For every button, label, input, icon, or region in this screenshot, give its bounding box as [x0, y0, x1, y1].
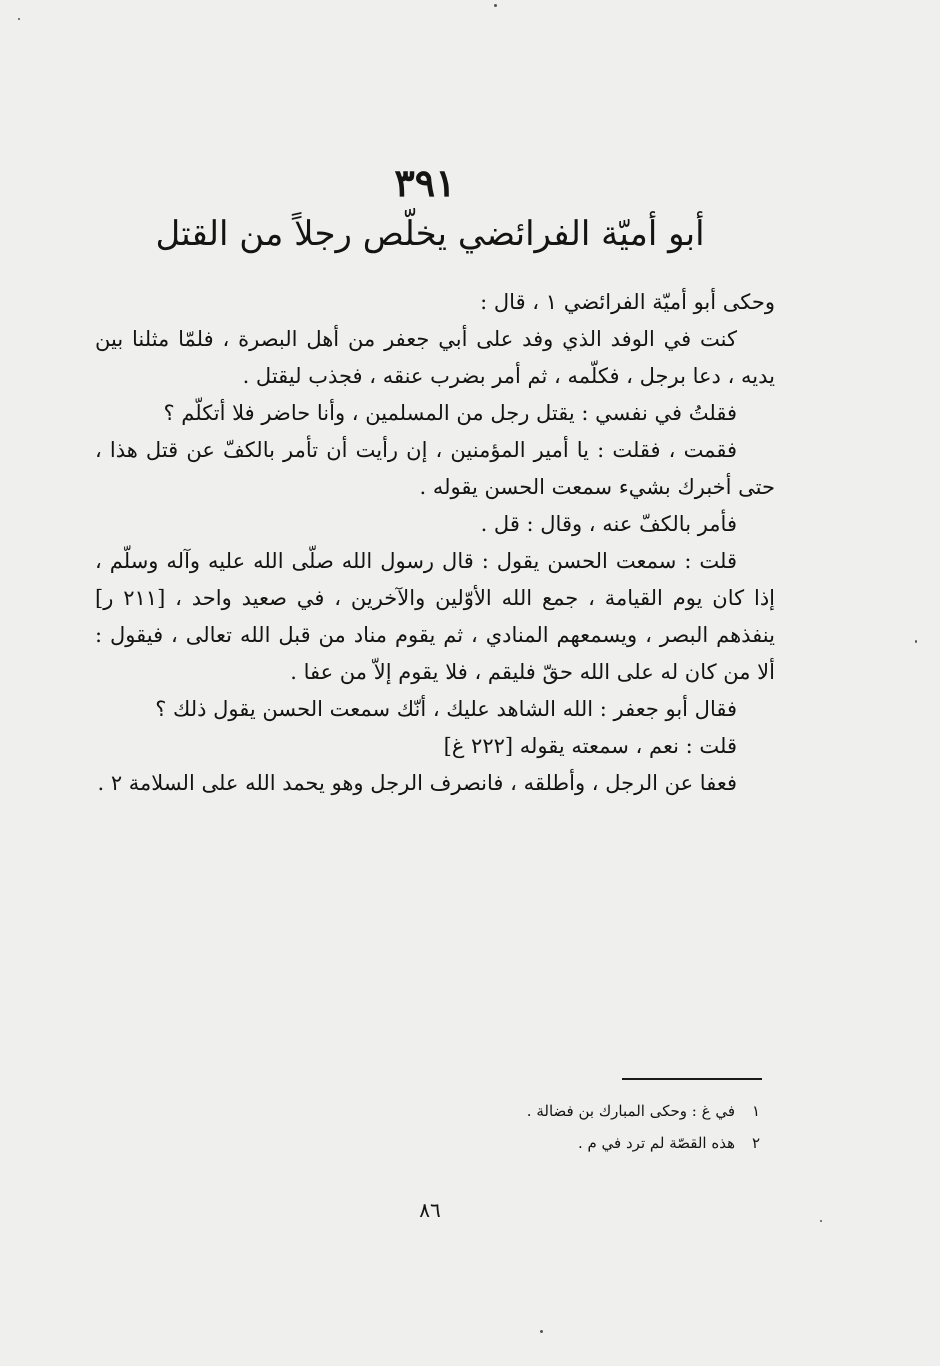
paragraph: فقلتُ في نفسي : يقتل رجل من المسلمين ، وأنا حاضر فلا أتكلّم ؟: [163, 401, 737, 425]
footnote-item: [380, 1127, 765, 1159]
story-title: أبو أميّة الفرائضي يخلّص رجلاً من القتل: [155, 214, 705, 254]
footnote-divider: [622, 1078, 762, 1080]
paragraph: قلت : نعم ، سمعته يقوله [٢٢٢ غ]: [443, 734, 737, 758]
paragraph: فقال أبو جعفر : الله الشاهد عليك ، أنّك سمعت الحسن يقول ذلك ؟: [155, 697, 737, 721]
paragraph: فقمت ، فقلت : يا أمير المؤمنين ، إن رأيت أن تأمر بالكفّ عن قتل هذا ، حتى أخبرك بشيء سمعت الحسن يقوله .: [95, 438, 775, 499]
scan-speck: [494, 4, 497, 7]
footnotes: [380, 1095, 765, 1159]
paragraph-intro: وحكى أبو أميّة الفرائضي ١ ، قال :: [480, 290, 775, 314]
paragraph: فعفا عن الرجل ، وأطلقه ، فانصرف الرجل وهو يحمد الله على السلامة ٢ .: [97, 771, 737, 795]
scan-speck: [540, 1330, 543, 1333]
story-body: [95, 284, 775, 802]
footnote-text: هذه القصّة لم ترد في م .: [577, 1134, 735, 1152]
scan-speck: [18, 18, 20, 20]
footnote-number: ٢: [751, 1134, 761, 1152]
paragraph: فأمر بالكفّ عنه ، وقال : قل .: [480, 512, 737, 536]
footnote-number: ١: [751, 1102, 761, 1120]
footnote-text: في غ : وحكى المبارك بن فضالة .: [526, 1102, 735, 1120]
scan-speck: [820, 1220, 822, 1222]
paragraph: كنت في الوفد الذي وفد على أبي جعفر من أهل البصرة ، فلمّا مثلنا بين يديه ، دعا برجل ، فكلّمه ، ثم أمر بضرب عنقه ، فجذب ليقتل .: [95, 327, 775, 388]
story-number: ٣٩١: [394, 160, 456, 205]
page-number: ٨٦: [419, 1198, 441, 1222]
paragraph: قلت : سمعت الحسن يقول : قال رسول الله صلّى الله عليه وآله وسلّم ، إذا كان يوم القيامة ، جمع الله الأوّلين والآخرين ، في صعيد واحد ، [٢١١ ر] ينفذهم البصر ، ويسمعهم المنادي ، ثم يقوم مناد من قبل الله تعالى ، فيقول : ألا من كان له على الله حقّ فليقم ، فلا يقوم إلاّ من عفا .: [95, 549, 775, 684]
scan-speck: [915, 640, 917, 643]
footnote-item: [380, 1095, 765, 1127]
